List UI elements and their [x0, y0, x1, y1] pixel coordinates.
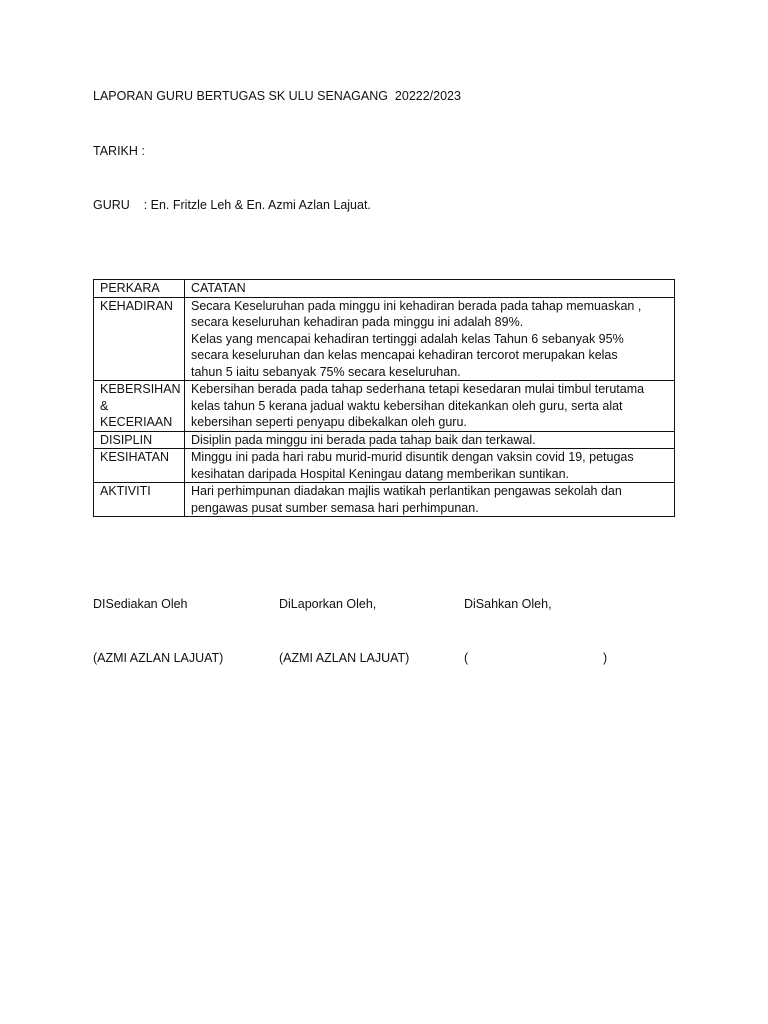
- column-header-catatan: CATATAN: [185, 280, 675, 298]
- table-row: [94, 483, 675, 517]
- catatan-text: kesihatan daripada Hospital Keningau datang memberikan suntikan.: [191, 466, 570, 481]
- catatan-text: Hari perhimpunan diadakan majlis watikah perlantikan pengawas sekolah dan: [191, 484, 622, 498]
- catatan-text: tahun 5 iaitu sebanyak 75% secara keseluruhan.: [191, 364, 461, 379]
- perkara-text: DISIPLIN: [100, 432, 153, 447]
- catatan-text: Minggu ini pada hari rabu murid-murid disuntik dengan vaksin covid 19, petugas: [191, 450, 634, 464]
- perkara-text: &: [100, 398, 109, 413]
- catatan-cell: [185, 483, 675, 517]
- perkara-cell: [94, 449, 185, 483]
- report-table: [93, 279, 675, 517]
- catatan-text: secara keseluruhan kehadiran pada minggu ini adalah 89%.: [191, 315, 524, 329]
- perkara-cell: [94, 381, 185, 432]
- catatan-text: Kelas yang mencapai kehadiran tertinggi adalah kelas Tahun 6 sebanyak 95%: [191, 331, 624, 346]
- catatan-text: pengawas pusat sumber semasa hari perhimpunan.: [191, 500, 479, 515]
- catatan-cell: [185, 297, 675, 381]
- catatan-text: Secara Keseluruhan pada minggu ini kehadiran berada pada tahap memuaskan ,: [191, 298, 642, 313]
- catatan-text: kebersihan seperti penyapu dibekalkan oleh guru.: [191, 415, 467, 429]
- perkara-cell: [94, 483, 185, 517]
- table-row: [94, 297, 675, 381]
- perkara-text: AKTIVITI: [100, 484, 151, 498]
- teacher-line: GURU : En. Fritzle Leh & En. Azmi Azlan Lajuat.: [93, 198, 371, 212]
- catatan-cell: [185, 431, 675, 449]
- prepared-by-label: DISediakan Oleh: [93, 597, 188, 611]
- reported-by-name: (AZMI AZLAN LAJUAT): [279, 651, 410, 665]
- catatan-cell: [185, 449, 675, 483]
- table-row: [94, 431, 675, 449]
- catatan-cell: [185, 381, 675, 432]
- catatan-text: secara keseluruhan dan kelas mencapai kehadiran tercorot merupakan kelas: [191, 348, 618, 362]
- perkara-text: KEBERSIHAN: [100, 382, 181, 396]
- reported-by-label: DiLaporkan Oleh,: [279, 597, 377, 611]
- report-title: LAPORAN GURU BERTUGAS SK ULU SENAGANG 20222/2023: [93, 89, 461, 103]
- catatan-text: Disiplin pada minggu ini berada pada tahap baik dan terkawal.: [191, 432, 536, 447]
- table-row: [94, 449, 675, 483]
- perkara-cell: [94, 431, 185, 449]
- catatan-text: kelas tahun 5 kerana jadual waktu kebersihan ditekankan oleh guru, serta alat: [191, 398, 623, 413]
- table-header-row: [94, 280, 675, 298]
- date-label: TARIKH :: [93, 144, 145, 158]
- table-row: [94, 381, 675, 432]
- verified-by-close-paren: ): [603, 651, 608, 665]
- column-header-perkara: PERKARA: [94, 280, 185, 298]
- verified-by-label: DiSahkan Oleh,: [464, 597, 552, 611]
- perkara-cell: [94, 297, 185, 381]
- prepared-by-name: (AZMI AZLAN LAJUAT): [93, 651, 224, 665]
- catatan-text: Kebersihan berada pada tahap sederhana tetapi kesedaran mulai timbul terutama: [191, 382, 645, 396]
- perkara-text: KESIHATAN: [100, 450, 169, 464]
- verified-by-open-paren: (: [464, 651, 469, 665]
- perkara-text: KECERIAAN: [100, 415, 173, 429]
- perkara-text: KEHADIRAN: [100, 298, 173, 313]
